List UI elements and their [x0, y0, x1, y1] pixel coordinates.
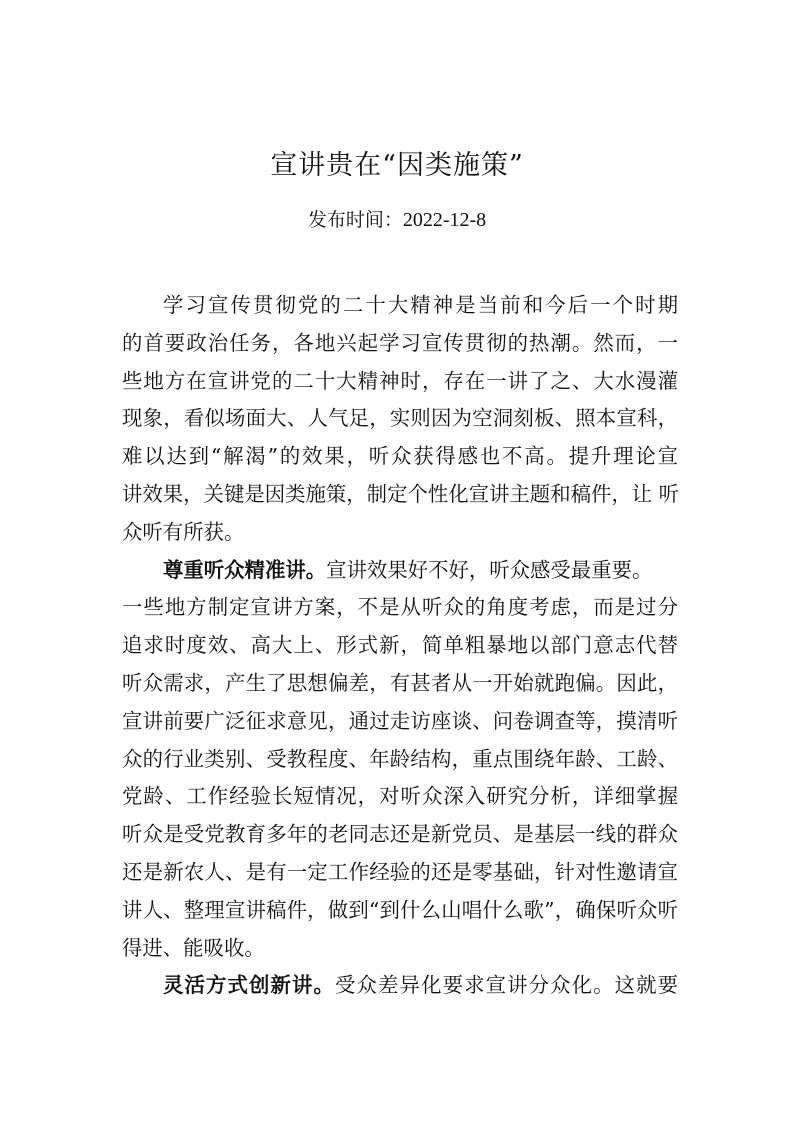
paragraph-line: 些地方在宣讲党的二十大精神时，存在一讲了之、大水漫灌 — [122, 368, 678, 393]
section-heading: 灵活方式创新讲。 — [163, 973, 336, 998]
paragraph-line: 得进、能吸收。 — [122, 935, 265, 960]
paragraph-line — [122, 552, 678, 590]
publish-date-value: 2022-12-8 — [402, 209, 487, 231]
paragraph-line: 一些地方制定宣讲方案，不是从听众的角度考虑，而是过分 — [122, 595, 678, 620]
paragraph-line: 难以达到“解渴”的效果，听众获得感也不高。提升理论宣 — [122, 444, 678, 469]
paragraph-line: 还是新农人、是有一定工作经验的还是零基础，针对性邀请宣 — [122, 859, 678, 884]
article-body — [122, 287, 678, 1005]
section-heading: 尊重听众精准讲。 — [163, 557, 327, 582]
paragraph-line: 讲人、整理宣讲稿件，做到“到什么山唱什么歌”，确保听众听 — [122, 897, 678, 922]
paragraph-line: 众的行业类别、受教程度、年龄结构，重点围绕年龄、工龄、 — [122, 746, 678, 771]
paragraph-line — [122, 967, 678, 1005]
paragraph-line: 众听有所获。 — [122, 519, 245, 544]
paragraph-line: 学习宣传贯彻党的二十大精神是当前和今后一个时期 — [163, 293, 678, 317]
publish-date-label: 发布时间： — [307, 209, 403, 231]
paragraph-text: 宣讲效果好不好，听众感受最重要。 — [326, 557, 653, 582]
paragraph-line: 追求时度效、高大上、形式新，简单粗暴地以部门意志代替 — [122, 633, 678, 658]
publish-date — [0, 205, 794, 235]
paragraph-line: 的首要政治任务，各地兴起学习宣传贯彻的热潮。然而，一 — [122, 330, 678, 355]
paragraph-text: 受众差异化要求宣讲分众化。这就要 — [335, 973, 679, 998]
paragraph-line: 听众是受党教育多年的老同志还是新党员、是基层一线的群众 — [122, 822, 678, 847]
page-title: 宣讲贵在“因类施策” — [270, 150, 524, 181]
paragraph-line: 党龄、工作经验长短情况，对听众深入研究分析，详细掌握 — [122, 784, 678, 809]
paragraph-line: 现象，看似场面大、人气足，实则因为空洞刻板、照本宣科， — [122, 406, 678, 431]
paragraph-line: 讲效果，关键是因类施策，制定个性化宣讲主题和稿件，让 听 — [122, 481, 680, 506]
paragraph-line: 宣讲前要广泛征求意见，通过走访座谈、问卷调查等，摸清听 — [122, 708, 678, 733]
paragraph-line: 听众需求，产生了思想偏差，有甚者从一开始就跑偏。因此， — [122, 670, 678, 695]
